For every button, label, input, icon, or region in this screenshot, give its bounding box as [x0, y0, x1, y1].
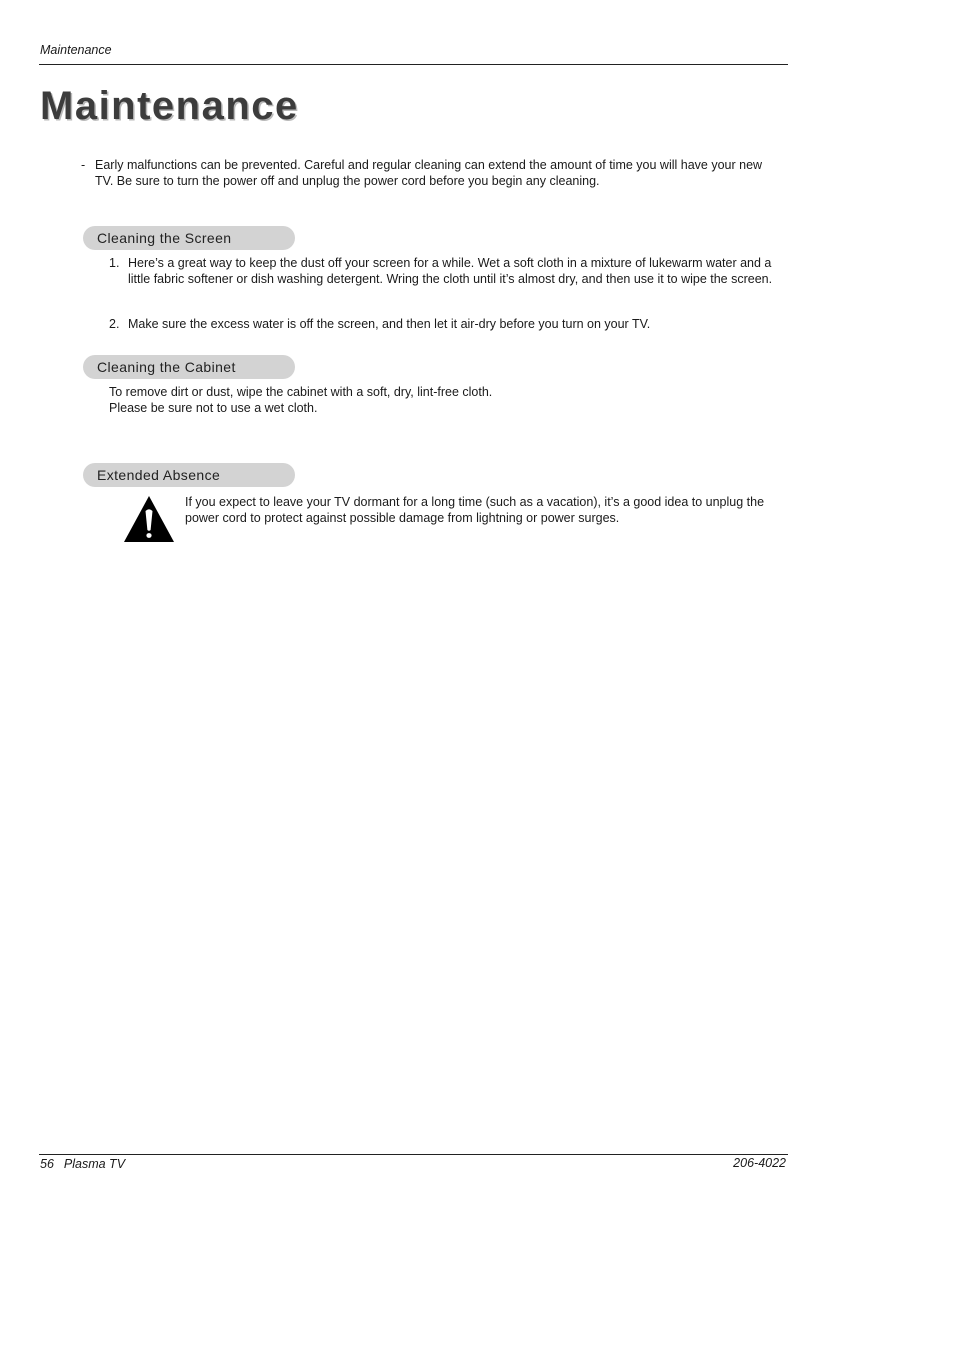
section-heading-extended-absence: Extended Absence	[83, 463, 295, 487]
warning-icon	[123, 495, 175, 543]
step-text: Make sure the excess water is off the screen, and then let it air-dry before you turn on your TV.	[128, 317, 651, 331]
page-number: 56	[40, 1157, 54, 1171]
step-text: Here’s a great way to keep the dust off your screen for a while. Wet a soft cloth in a mixture of lukewarm water and a little fabric softener or dish washing detergent. Wring the cloth until it’s almost dry, and then use it to wipe the screen.	[128, 256, 773, 286]
screen-step-2	[109, 317, 789, 333]
intro-bullet: -	[81, 158, 86, 172]
section-heading-cleaning-screen: Cleaning the Screen	[83, 226, 295, 250]
footer-left	[40, 1157, 125, 1171]
product-name: Plasma TV	[63, 1157, 126, 1171]
intro-text: Early malfunctions can be prevented. Careful and regular cleaning can extend the amount of time you will have your new TV. Be sure to turn the power off and unplug the power cord before you begin any cleaning.	[95, 158, 763, 188]
running-header: Maintenance	[40, 43, 112, 57]
step-number: 2.	[109, 317, 120, 331]
section-heading-cleaning-cabinet: Cleaning the Cabinet	[83, 355, 295, 379]
intro-paragraph	[81, 157, 781, 189]
doc-code: 206-4022	[733, 1156, 786, 1170]
cabinet-paragraph	[109, 385, 789, 416]
cabinet-line-2: Please be sure not to use a wet cloth.	[109, 400, 318, 415]
step-number: 1.	[109, 256, 120, 270]
absence-paragraph: If you expect to leave your TV dormant for a long time (such as a vacation), it’s a good idea to unplug the power cord to protect against possible damage from lightning or power surges.	[185, 495, 765, 525]
page-title: Maintenance	[40, 84, 299, 128]
cabinet-line-1: To remove dirt or dust, wipe the cabinet with a soft, dry, lint-free cloth.	[109, 385, 493, 399]
screen-step-1	[109, 256, 789, 287]
header-rule	[39, 64, 788, 65]
footer-rule	[39, 1154, 788, 1155]
